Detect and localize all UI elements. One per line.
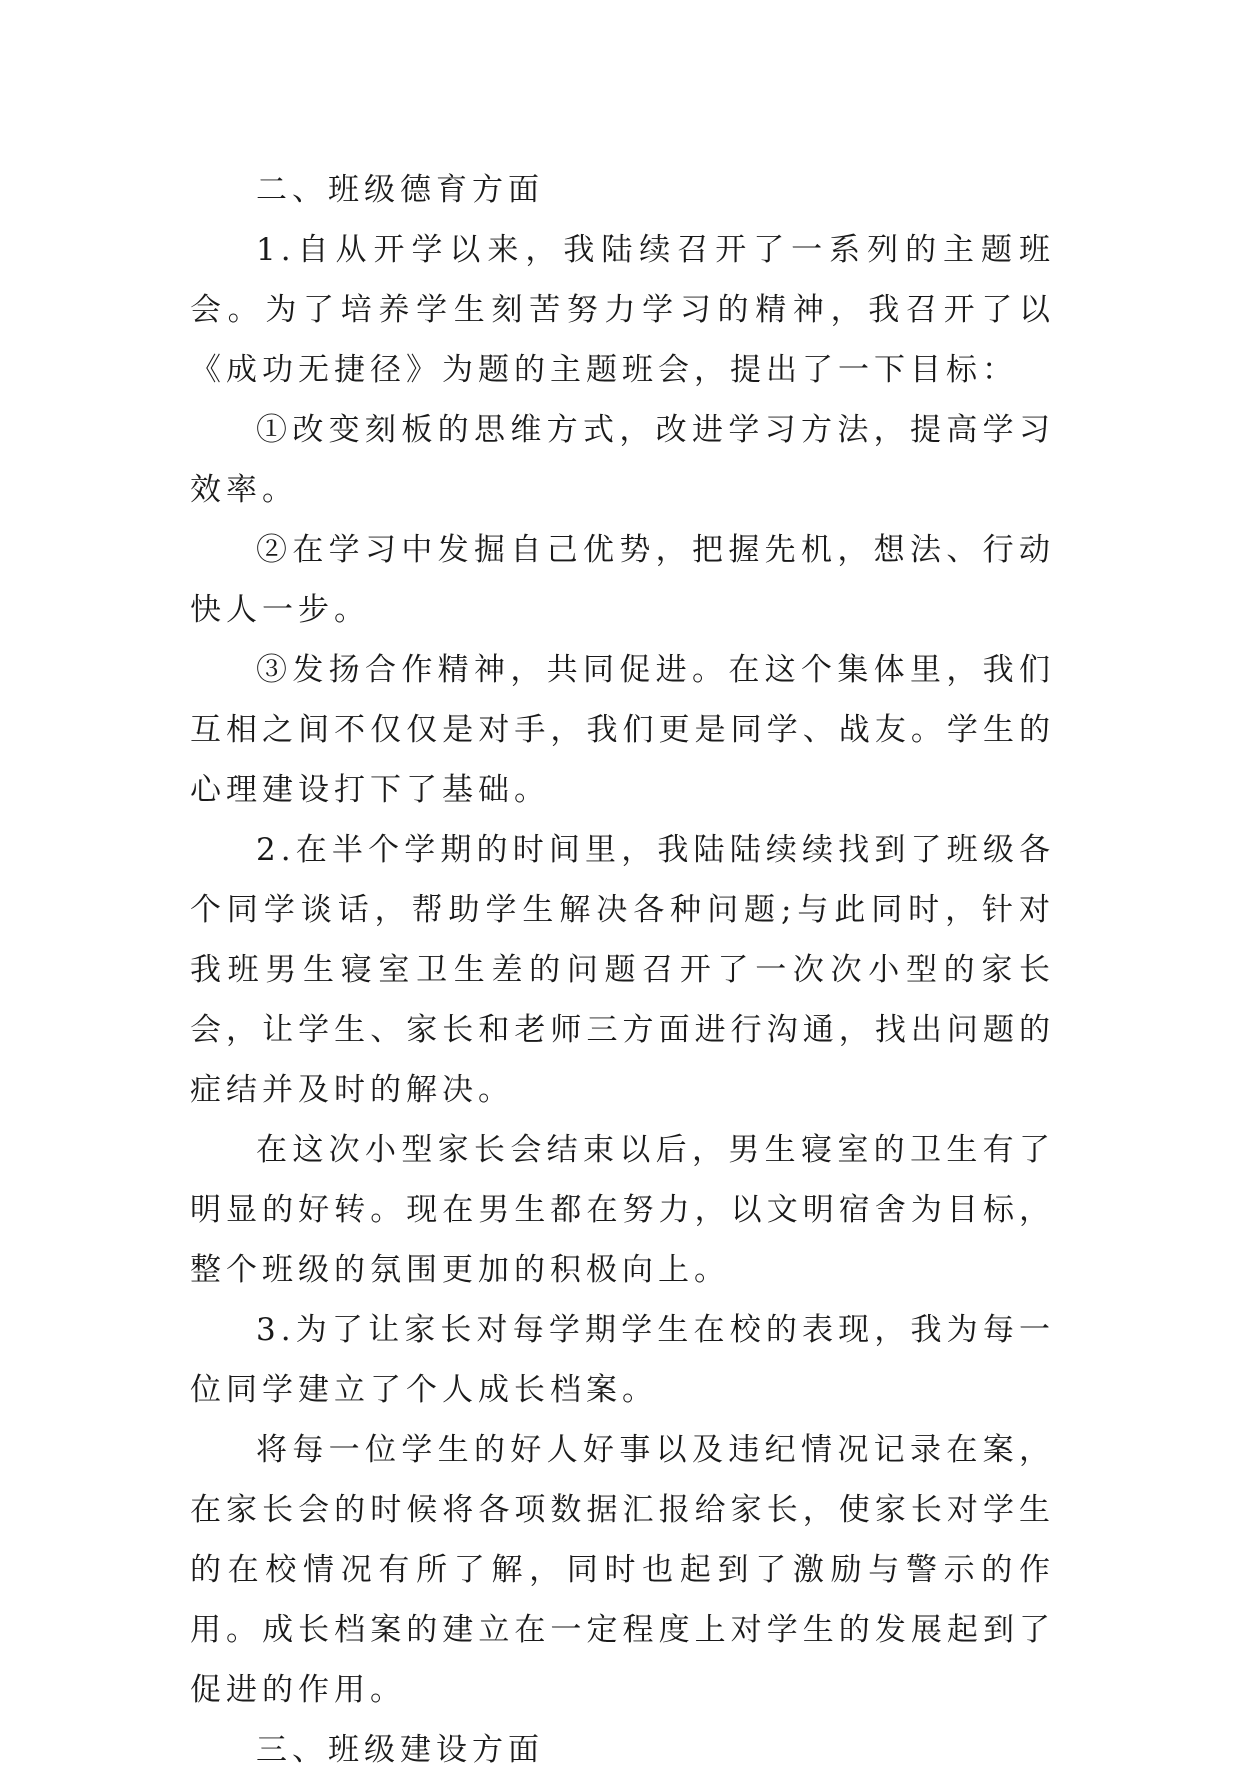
document-body (190, 160, 1055, 1780)
goal-item-2: ②在学习中发掘自己优势，把握先机，想法、行动快人一步。 (190, 532, 1055, 628)
section-heading-class-building: 三、班级建设方面 (256, 1732, 544, 1768)
paragraph-record-keeping: 将每一位学生的好人好事以及违纪情况记录在案，在家长会的时候将各项数据汇报给家长，使家长对学生的在校情况有所了解，同时也起到了激励与警示的作用。成长档案的建立在一定程度上对学生的发展起到了促进的作用。 (190, 1432, 1055, 1708)
paragraph-student-talks: 2.在半个学期的时间里，我陆陆续续找到了班级各个同学谈话，帮助学生解决各种问题;与此同时，针对我班男生寝室卫生差的问题召开了一次次小型的家长会，让学生、家长和老师三方面进行沟通，找出问题的症结并及时的解决。 (190, 832, 1055, 1108)
paragraph-dorm-improvement: 在这次小型家长会结束以后，男生寝室的卫生有了明显的好转。现在男生都在努力，以文明宿舍为目标，整个班级的氛围更加的积极向上。 (190, 1132, 1055, 1288)
paragraph-growth-records: 3.为了让家长对每学期学生在校的表现，我为每一位同学建立了个人成长档案。 (190, 1312, 1055, 1408)
goal-item-1: ①改变刻板的思维方式，改进学习方法，提高学习效率。 (190, 412, 1055, 508)
goal-item-3: ③发扬合作精神，共同促进。在这个集体里，我们互相之间不仅仅是对手，我们更是同学、战友。学生的心理建设打下了基础。 (190, 652, 1055, 808)
paragraph-theme-class-meetings: 1.自从开学以来，我陆续召开了一系列的主题班会。为了培养学生刻苦努力学习的精神，我召开了以《成功无捷径》为题的主题班会，提出了一下目标： (190, 232, 1055, 388)
section-heading-moral-education: 二、班级德育方面 (256, 172, 544, 208)
